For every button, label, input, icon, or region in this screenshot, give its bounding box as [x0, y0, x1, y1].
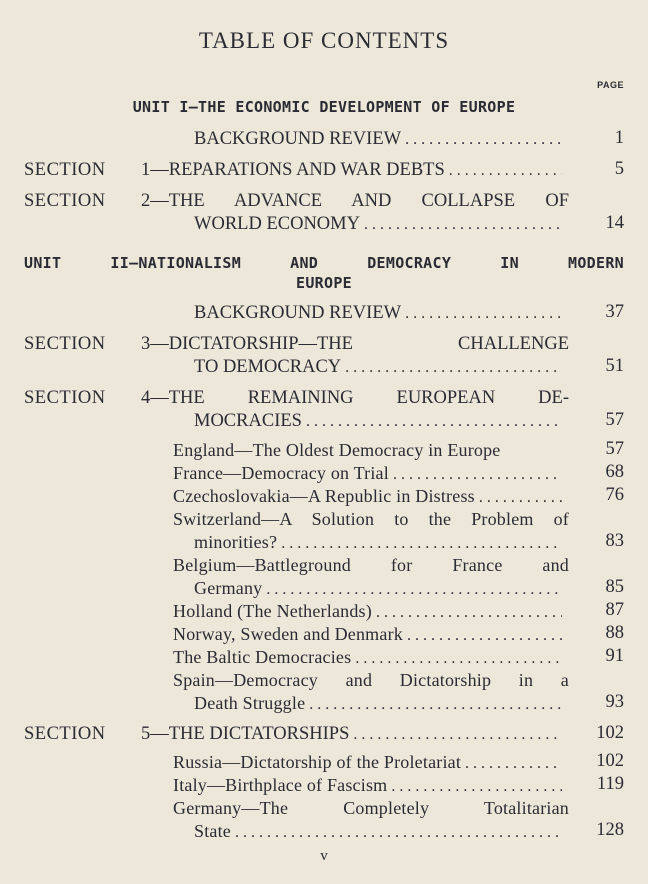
page-number: 88	[605, 623, 624, 643]
section-label: SECTION	[24, 334, 106, 354]
section-label: SECTION	[24, 160, 106, 180]
leader-dots	[465, 752, 562, 775]
toc-entry-section-2-line2[interactable]	[194, 213, 566, 236]
entry-label: BACKGROUND REVIEW	[194, 129, 402, 149]
entry-title: 5—THE DICTATORSHIPS	[141, 724, 350, 744]
entry-title: Italy—Birthplace of Fascism	[173, 775, 388, 795]
leader-dots	[393, 463, 562, 486]
page-number: 37	[605, 302, 624, 322]
entry-title: Holland (The Netherlands)	[173, 601, 372, 621]
leader-dots	[479, 486, 562, 509]
section-label: SECTION	[24, 724, 106, 744]
toc-entry-section-4-line2[interactable]	[194, 410, 566, 433]
page-number: 128	[596, 820, 624, 840]
page-title: TABLE OF CONTENTS	[198, 28, 450, 53]
section-label: SECTION	[24, 191, 106, 211]
toc-subentry-spain-line2[interactable]	[194, 692, 566, 716]
entry-title: WORLD ECONOMY	[194, 214, 360, 234]
toc-subentry-russia[interactable]	[173, 751, 566, 775]
page-folio: v	[320, 848, 328, 864]
entry-title: MOCRACIES	[194, 411, 302, 431]
toc-entry-section-3-line1[interactable]: 3—DICTATORSHIP—THE CHALLENGE	[141, 334, 569, 354]
page-number: 5	[614, 159, 624, 179]
unit-1-heading: UNIT I—THE ECONOMIC DEVELOPMENT OF EUROPE	[132, 98, 516, 116]
page-number: 14	[605, 213, 624, 233]
page-number: 102	[596, 723, 624, 743]
page-number: 102	[596, 751, 624, 771]
entry-title: France—Democracy on Trial	[173, 463, 389, 483]
leader-dots	[281, 532, 562, 555]
entry-title: State	[194, 821, 231, 841]
page-number: 91	[605, 646, 624, 666]
toc-subentry-italy[interactable]	[173, 774, 566, 798]
page-number: 119	[596, 774, 624, 794]
toc-subentry-spain-line1[interactable]: Spain—Democracy and Dictatorship in a	[173, 670, 569, 690]
entry-title: Germany	[194, 578, 263, 598]
page-number: 51	[605, 356, 624, 376]
leader-dots	[405, 128, 562, 151]
page-number: 57	[605, 439, 624, 459]
leader-dots	[407, 624, 562, 647]
toc-subentry-holland[interactable]	[173, 600, 566, 624]
toc-subentry-france[interactable]	[173, 462, 566, 486]
leader-dots	[405, 302, 562, 325]
toc-entry-section-5[interactable]	[141, 723, 566, 746]
leader-dots	[355, 647, 562, 670]
entry-title: Norway, Sweden and Denmark	[173, 624, 403, 644]
entry-label: BACKGROUND REVIEW	[194, 303, 402, 323]
toc-subentry-switzerland-line2[interactable]	[194, 531, 566, 555]
toc-entry-background-review-1[interactable]	[194, 128, 566, 151]
toc-subentry-switzerland-line1[interactable]: Switzerland—A Solution to the Problem of	[173, 509, 569, 529]
entry-title: TO DEMOCRACY	[194, 357, 342, 377]
leader-dots	[266, 578, 562, 601]
page-number: 1	[614, 128, 624, 148]
page-number: 68	[605, 462, 624, 482]
toc-subentry-baltic[interactable]	[173, 646, 566, 670]
leader-dots	[309, 693, 562, 716]
leader-dots	[345, 356, 562, 379]
entry-title: minorities?	[194, 532, 278, 552]
leader-dots	[376, 601, 562, 624]
toc-subentry-germany-line1[interactable]: Germany—The Completely Totalitarian	[173, 798, 569, 818]
leader-dots	[364, 213, 562, 236]
entry-title: Death Struggle	[194, 693, 306, 713]
entry-title: 1—REPARATIONS AND WAR DEBTS	[141, 160, 445, 180]
toc-subentry-belgium-line2[interactable]	[194, 577, 566, 601]
page-column-header: PAGE	[597, 80, 624, 90]
entry-title: Russia—Dictatorship of the Proletariat	[173, 752, 462, 772]
leader-dots	[391, 775, 562, 798]
leader-dots	[353, 723, 562, 746]
leader-dots	[306, 410, 562, 433]
leader-dots	[449, 159, 562, 182]
toc-subentry-scandinavia[interactable]	[173, 623, 566, 647]
leader-dots	[235, 821, 562, 844]
toc-entry-section-4-line1[interactable]: 4—THE REMAINING EUROPEAN DE-	[141, 388, 569, 408]
entry-title: The Baltic Democracies	[173, 647, 352, 667]
toc-subentry-germany-line2[interactable]	[194, 820, 566, 844]
toc-subentry-england[interactable]: England—The Oldest Democracy in Europe	[173, 440, 501, 460]
toc-entry-section-3-line2[interactable]	[194, 356, 566, 379]
page-number: 57	[605, 410, 624, 430]
entry-title: Czechoslovakia—A Republic in Distress	[173, 486, 475, 506]
page-number: 85	[605, 577, 624, 597]
page-number: 76	[605, 485, 624, 505]
toc-entry-section-2-line1[interactable]: 2—THE ADVANCE AND COLLAPSE OF	[141, 191, 569, 211]
section-label: SECTION	[24, 388, 106, 408]
unit-2-heading: UNIT II—NATIONALISM AND DEMOCRACY IN MODERN	[24, 254, 624, 272]
page-number: 87	[605, 600, 624, 620]
toc-entry-section-1[interactable]	[141, 159, 566, 182]
toc-subentry-czechoslovakia[interactable]	[173, 485, 566, 509]
page-number: 83	[605, 531, 624, 551]
page-number: 93	[605, 692, 624, 712]
toc-entry-background-review-2[interactable]	[194, 302, 566, 325]
unit-2-heading-continued: EUROPE	[296, 274, 352, 292]
toc-subentry-belgium-line1[interactable]: Belgium—Battleground for France and	[173, 555, 569, 575]
